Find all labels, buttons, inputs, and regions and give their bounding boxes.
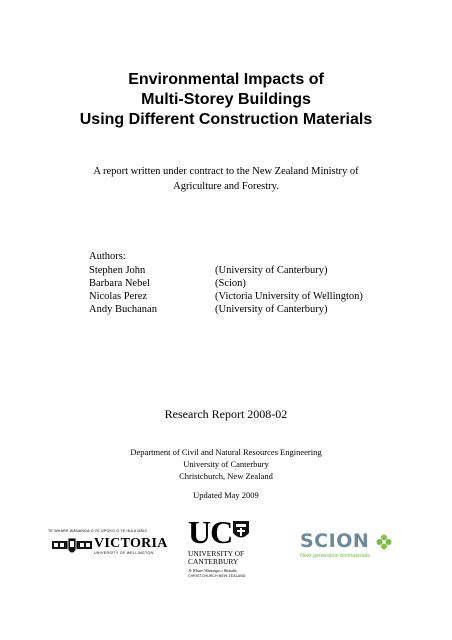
contract-statement [0, 164, 452, 194]
canterbury-crest-icon [232, 520, 250, 542]
department-line: Department of Civil and Natural Resources Engineering [130, 447, 322, 457]
author-affiliation: (University of Canterbury) [215, 265, 328, 276]
contract-line: Agriculture and Forestry. [173, 181, 279, 192]
scion-wordmark: SCION [300, 530, 370, 552]
author-row [89, 264, 409, 277]
victoria-crest-icon [52, 536, 92, 556]
uc-monogram: UC [188, 514, 233, 550]
victoria-wordmark: VICTORIA [94, 536, 168, 551]
title-line: Environmental Impacts of [128, 71, 324, 88]
uc-maori-name: Te Whare Wānanga o Waitaha [188, 568, 237, 573]
uc-name-line: CANTERBURY [188, 557, 239, 566]
author-name: Barbara Nebel [89, 278, 150, 289]
scion-tagline: Next generation biomaterials [300, 553, 371, 559]
canterbury-logo [186, 514, 256, 585]
author-row [89, 290, 409, 303]
victoria-tagline: TE WHARE WĀNANGA O TE ŪPOKO O TE IKA A MĀUI [48, 529, 148, 533]
title-line: Using Different Construction Materials [79, 111, 373, 128]
victoria-subtitle: UNIVERSITY OF WELLINGTON [94, 551, 154, 555]
document-title [0, 70, 452, 130]
author-affiliation: (Victoria University of Wellington) [215, 291, 363, 302]
author-name: Stephen John [89, 265, 146, 276]
title-line: Multi-Storey Buildings [141, 91, 311, 108]
report-number: Research Report 2008-02 [164, 407, 288, 421]
author-row [89, 277, 409, 290]
authors-heading: Authors: [89, 251, 126, 262]
uc-name-line: UNIVERSITY OF [188, 549, 245, 558]
scion-flower-icon [376, 534, 392, 550]
department-line: Christchurch, New Zealand [179, 471, 273, 481]
department-address [0, 446, 452, 482]
author-name: Andy Buchanan [89, 304, 157, 315]
author-affiliation: (Scion) [215, 278, 246, 289]
author-name: Nicolas Perez [89, 291, 148, 302]
scion-logo [298, 530, 404, 566]
updated-date: Updated May 2009 [193, 490, 259, 500]
department-line: University of Canterbury [183, 459, 269, 469]
uc-location: CHRISTCHURCH NEW ZEALAND [188, 574, 246, 578]
author-affiliation: (University of Canterbury) [215, 304, 328, 315]
victoria-university-logo [38, 527, 168, 563]
author-row [89, 303, 409, 316]
contract-line: A report written under contract to the New Zealand Ministry of [93, 166, 359, 177]
